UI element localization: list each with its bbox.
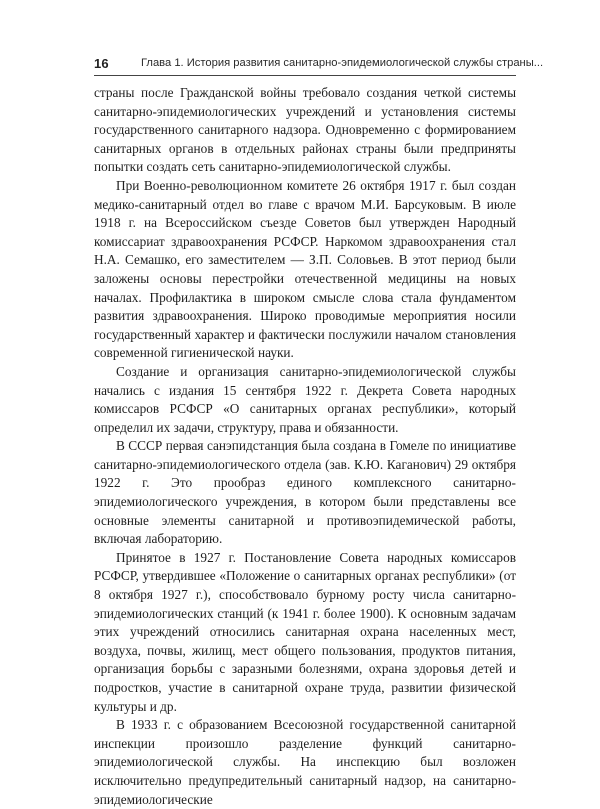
page-number: 16 [94, 56, 109, 71]
body-text [94, 84, 516, 809]
page-header [94, 56, 544, 74]
paragraph: Создание и организация санитарно-эпидемиологической службы начались с издания 15 сентября 1922 г. Декрета Совета народных комиссаров РСФСР «О санитарных органах республики», который определил их задачи, структуру, права и обязанности. [94, 363, 516, 435]
paragraph: страны после Гражданской войны требовало создания четкой системы санитарно-эпидемиологических учреждений и установления системы государственного санитарного надзора. Одновременно с формированием санитарных органов в отдельных районах страны были предприняты попытки создать сеть санитарно-эпидемиологической службы. [94, 85, 516, 175]
running-title: Глава 1. История развития санитарно-эпидемиологической службы страны... [141, 57, 544, 69]
paragraph: При Военно-революционном комитете 26 октября 1917 г. был создан медико-санитарный отдел во главе с врачом М.И. Барсуковым. В июле 1918 г. на Всероссийском съезде Советов был утвержден Народный комиссариат здравоохранения РСФСР. Наркомом здравоохранения стал Н.А. Семашко, его заместителем — З.П. Соловьев. В этот период были заложены основы перестройки отечественной медицины на новых началах. Профилактика в широком смысле слова стала фундаментом развития здравоохранения. Широко проводимые мероприятия носили государственный характер и фактически послужили началом становления современной гигиенической науки. [94, 177, 516, 361]
header-divider [94, 75, 516, 76]
paragraph: В СССР первая санэпидстанция была создана в Гомеле по инициативе санитарно-эпидемиологического отдела (зав. К.Ю. Каганович) 29 октября 1922 г. Это прообраз единого комплексного санитарно-эпидемиологического учреждения, в котором были представлены все основные элементы санитарной и противоэпидемической работы, включая лабораторию. [94, 438, 516, 547]
paragraph: В 1933 г. с образованием Всесоюзной государственной санитарной инспекции произошло разделение функций санитарно-эпидемиологической службы. На инспекцию был возложен исключительно предупредительный санитарный надзор, на санитарно-эпидемиологические [94, 717, 516, 807]
paragraph: Принятое в 1927 г. Постановление Совета народных комиссаров РСФСР, утвердившее «Положение о санитарных органах республики» (от 8 октября 1927 г.), способствовало бурному росту числа санитарно-эпидемиологических станций (к 1941 г. более 1900). К основным задачам этих учреждений относились санитарная охрана населенных мест, воздуха, почвы, жилищ, мест общего пользования, продуктов питания, организация борьбы с заразными болезнями, охрана здоровья детей и подростков, участие в санитарной охране труда, развитии физической культуры и др. [94, 549, 516, 714]
